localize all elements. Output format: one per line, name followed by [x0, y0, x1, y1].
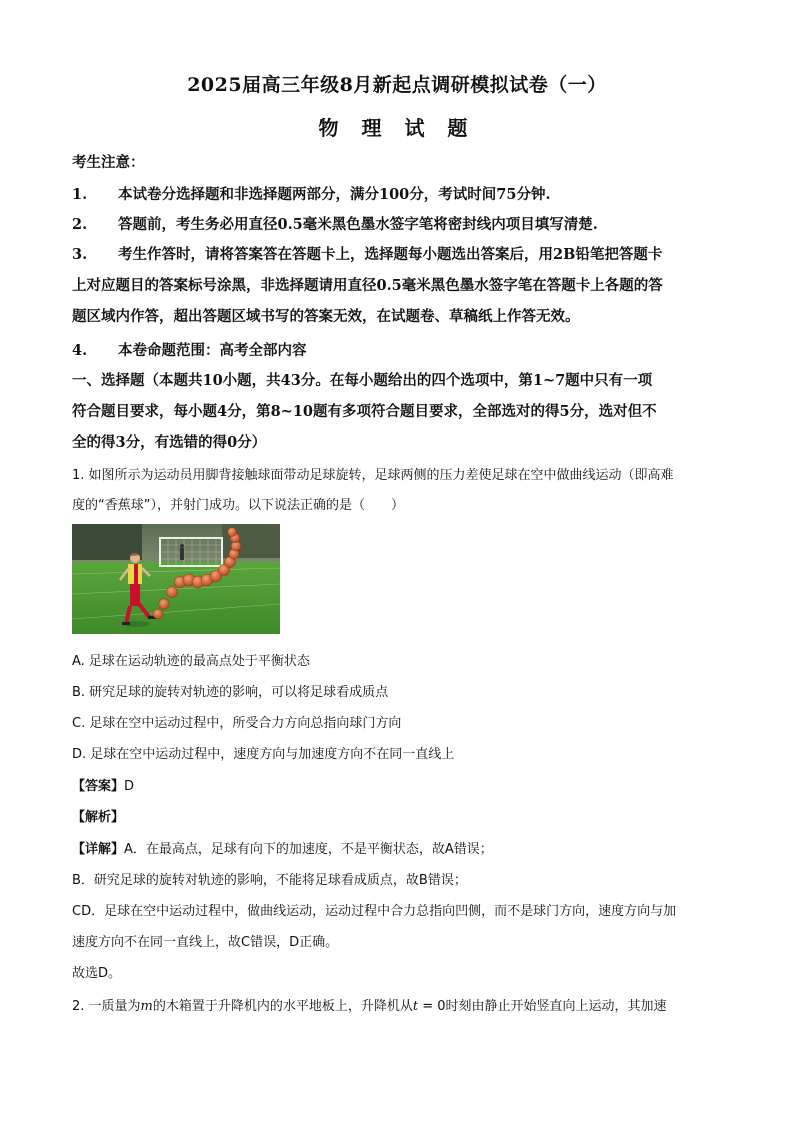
banana-kick-photo	[72, 524, 280, 634]
answer-line	[72, 775, 732, 794]
section-heading-line-3: 全的得3分，有选错的得0分）	[72, 434, 267, 451]
detail-label: 【详解】	[72, 842, 125, 857]
detail-line-3: CD．足球在空中运动过程中，做曲线运动，运动过程中合力总指向凹侧，而不是球门方向，速度方向与加	[72, 904, 677, 919]
question-1-stem: 1. 如图所示为运动员用脚背接触球面带动足球旋转，足球两侧的压力差使足球在空中做曲线运动（即高难	[72, 468, 674, 483]
section-heading: 一、选择题（本题共10小题，共43分。在每小题给出的四个选项中，第1~7题中只有一项	[72, 372, 653, 389]
var-m: m	[140, 999, 153, 1014]
detail-line-2: B．研究足球的旋转对轨迹的影响，不能将足球看成质点，故B错误；	[72, 873, 467, 888]
analysis-label: 【解析】	[72, 810, 125, 825]
option-c: C. 足球在空中运动过程中，所受合力方向总指向球门方向	[72, 716, 402, 731]
page-title: 2025届高三年级8月新起点调研模拟试卷（一）	[187, 74, 607, 96]
option-d: D. 足球在空中运动过程中，速度方向与加速度方向不在同一直线上	[72, 747, 455, 762]
notice-item-3: 3. 考生作答时，请将答案答在答题卡上，选择题每小题选出答案后，用2B铅笔把答题卡	[72, 246, 663, 263]
notice-item-4: 4. 本卷命题范围：高考全部内容	[72, 342, 307, 359]
var-t: t	[412, 999, 419, 1014]
option-a: A. 足球在运动轨迹的最高点处于平衡状态	[72, 654, 310, 669]
detail-line-5: 故选D。	[72, 966, 122, 981]
notice-label: 考生注意：	[72, 154, 145, 171]
notice-item-3-line-2: 上对应题目的答案标号涂黑，非选择题请用直径0.5毫米黑色墨水签字笔在答题卡上各题的答	[72, 277, 663, 294]
notice-item-1: 1. 本试卷分选择题和非选择题两部分，满分100分，考试时间75分钟.	[72, 186, 551, 203]
option-b: B. 研究足球的旋转对轨迹的影响，可以将足球看成质点	[72, 685, 389, 700]
question-1-stem-line-2: 度的“香蕉球”），并射门成功。以下说法正确的是（ ）	[72, 498, 404, 513]
notice-item-3-line-3: 题区域内作答，超出答题区域书写的答案无效，在试题卷、草稿纸上作答无效。	[72, 308, 580, 325]
section-heading-line-2: 符合题目要求，每小题4分，第8~10题有多项符合题目要求，全部选对的得5分，选对但不	[72, 403, 657, 420]
answer-label: 【答案】	[72, 779, 125, 794]
detail-line-1: 【详解】A．在最高点，足球有向下的加速度，不是平衡状态，故A错误；	[72, 842, 493, 857]
answer-value: D	[124, 779, 135, 794]
notice-item-2: 2. 答题前，考生务必用直径0.5毫米黑色墨水签字笔将密封线内项目填写清楚.	[72, 216, 598, 233]
subject-title: 物 理 试 题	[318, 116, 476, 140]
question-2-stem: 2. 一质量为m的木箱置于升降机内的水平地板上，升降机从t = 0时刻由静止开始竖直向上运动，其加速	[72, 999, 667, 1014]
detail-line-4: 速度方向不在同一直线上，故C错误，D正确。	[72, 935, 339, 950]
